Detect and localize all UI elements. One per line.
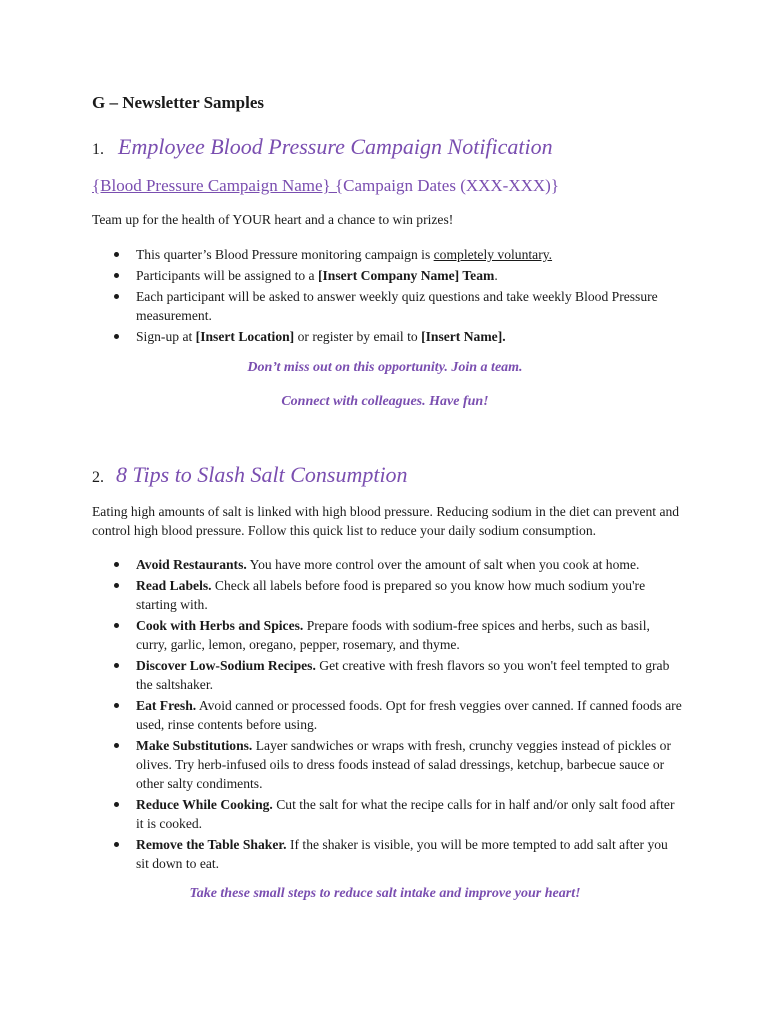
section2-heading — [92, 462, 408, 488]
list-item — [92, 287, 682, 325]
list-item — [92, 266, 682, 285]
bullet-text: or register by email to — [294, 329, 422, 344]
list-item — [92, 555, 682, 574]
bullet-text: This quarter’s Blood Pressure monitoring campaign is — [136, 247, 434, 262]
bullet-text: Participants will be assigned to a — [136, 268, 318, 283]
tip-text: Get creative with fresh flavors so you won't feel tempted to grab the saltshaker. — [136, 658, 670, 692]
section1-callout-1: Don’t miss out on this opportunity. Join a team. — [247, 360, 523, 375]
section2-title: 8 Tips to Slash Salt Consumption — [116, 462, 408, 487]
tip-text: Prepare foods with sodium-free spices and herbs, such as basil, curry, garlic, lemon, oregano, pepper, rosemary, and thyme. — [136, 618, 650, 652]
location-placeholder: [Insert Location] — [195, 329, 295, 344]
list-item — [92, 616, 682, 654]
list-item — [92, 576, 682, 614]
company-team-placeholder: [Insert Company Name] Team — [317, 268, 495, 283]
tip-text: Layer sandwiches or wraps with fresh, crunchy veggies instead of pickles or olives. Try herb-infused oils to dress foods instead of salad dressings, ketchup, barbecue sauce or other salty condiments. — [136, 738, 671, 791]
list-item — [92, 835, 682, 873]
section1-title: Employee Blood Pressure Campaign Notification — [118, 134, 553, 159]
campaign-name-link[interactable]: {Blood Pressure Campaign Name} { — [92, 176, 344, 195]
campaign-subheading — [92, 176, 559, 196]
section2-intro: Eating high amounts of salt is linked with high blood pressure. Reducing sodium in the diet can prevent and control high blood pressure. Follow this quick list to reduce your daily sodium consumption. — [92, 504, 680, 538]
tip-text: Avoid canned or processed foods. Opt for fresh veggies over canned. If canned foods are used, rinse contents before using. — [136, 698, 682, 732]
list-item — [92, 795, 682, 833]
voluntary-text: completely voluntary. — [433, 247, 553, 262]
list-item — [92, 736, 682, 793]
section1-heading — [92, 134, 553, 160]
salt-tips-list — [92, 555, 682, 875]
section2-number: 2. — [92, 469, 104, 486]
section1-callout-2: Connect with colleagues. Have fun! — [281, 394, 489, 409]
tip-title: Read Labels. — [136, 578, 212, 593]
tip-text: Cut the salt for what the recipe calls for in half and/or only salt food after it is cooked. — [136, 797, 675, 831]
tip-text: Check all labels before food is prepared so you know how much sodium you're starting with. — [136, 578, 646, 612]
tip-title: Remove the Table Shaker. — [136, 837, 287, 852]
bullet-text: Each participant will be asked to answer weekly quiz questions and take weekly Blood Pressure measurement. — [136, 289, 658, 323]
page-heading: G – Newsletter Samples — [92, 93, 265, 112]
section2-callout: Take these small steps to reduce salt intake and improve your heart! — [189, 886, 581, 901]
list-item — [92, 327, 682, 346]
tip-title: Discover Low-Sodium Recipes. — [136, 658, 316, 673]
section1-intro: Team up for the health of YOUR heart and a chance to win prizes! — [92, 212, 454, 227]
list-item — [92, 696, 682, 734]
bullet-text: Sign-up at — [136, 329, 196, 344]
section1-number: 1. — [92, 141, 104, 158]
list-item — [92, 245, 682, 264]
name-placeholder: [Insert Name]. — [421, 329, 506, 344]
tip-title: Eat Fresh. — [136, 698, 197, 713]
tip-title: Reduce While Cooking. — [136, 797, 273, 812]
tip-text: If the shaker is visible, you will be more tempted to add salt after you sit down to eat. — [136, 837, 668, 871]
tip-text: You have more control over the amount of salt when you cook at home. — [246, 557, 640, 572]
section1-bullet-list — [92, 245, 682, 348]
list-item — [92, 656, 682, 694]
tip-title: Avoid Restaurants. — [136, 557, 247, 572]
bullet-text: . — [494, 268, 498, 283]
tip-title: Make Substitutions. — [136, 738, 253, 753]
campaign-dates: Campaign Dates (XXX-XXX)} — [343, 176, 559, 195]
tip-title: Cook with Herbs and Spices. — [136, 618, 304, 633]
